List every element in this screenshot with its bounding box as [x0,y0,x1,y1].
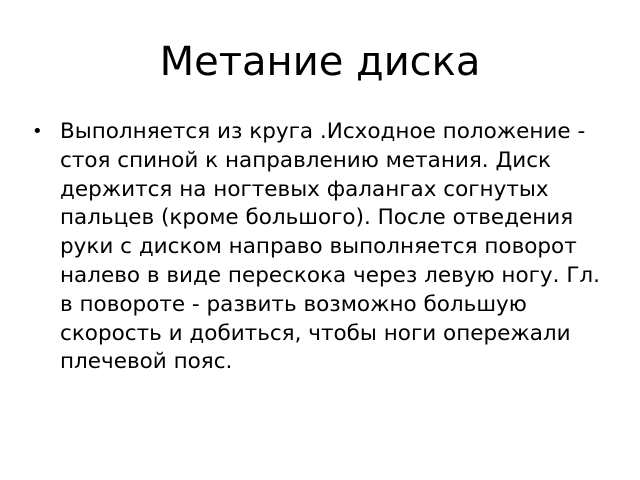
bullet-text: Выполняется из круга .Исходное положение - стоя спиной к направлению метания. Диск держится на ногтевых фалангах согнутых пальцев (кроме большого). После отведения руки с диском направо выполняется поворот налево в виде перескока через левую ногу. Гл. в повороте - развить возможно большую скорость и добиться, чтобы ноги опережали плечевой пояс. [60,119,601,375]
bullet-list [32,118,612,377]
bullet-dot-icon: • [32,121,43,142]
slide-title: Метание диска [159,39,481,85]
bullet-item [32,118,612,377]
